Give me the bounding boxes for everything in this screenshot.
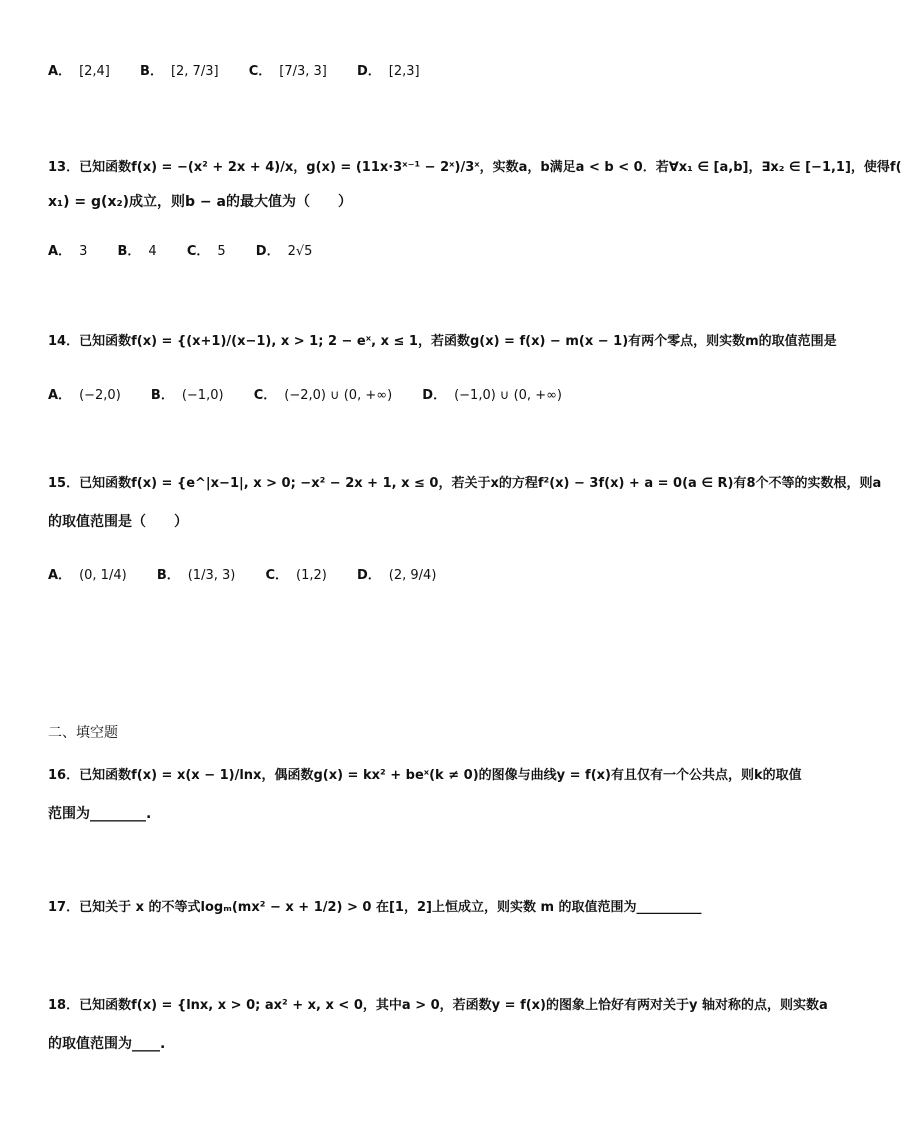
q14-stem-line1: 14．已知函数f(x) = {(x+1)/(x−1), x > 1; 2 − eˣ, x ≤ 1，若函数g(x) = f(x) − m(x − 1)有两个零点，则实数m的取值范围是 xyxy=(48,334,837,349)
q15-option-d: D． (2, 9/4) xyxy=(357,568,437,583)
q15-stem-line1: 15．已知函数f(x) = {e^|x−1|, x > 0; −x² − 2x + 1, x ≤ 0，若关于x的方程f²(x) − 3f(x) + a = 0(a ∈ R)有8个不等的实数根，则a xyxy=(48,476,882,491)
q18-stem-line2: 的取值范围为____. xyxy=(48,1036,166,1052)
q12-option-b: B． [2, 7/3] xyxy=(140,64,219,79)
q13-stem-line1: 13．已知函数f(x) = −(x² + 2x + 4)/x，g(x) = (11x·3ˣ⁻¹ − 2ˣ)/3ˣ，实数a，b满足a < b < 0．若∀x₁ ∈ [a,b]，∃x₂ ∈ [−1,1]，使得f( xyxy=(48,160,902,175)
q16-stem-line1: 16．已知函数f(x) = x(x − 1)/lnx，偶函数g(x) = kx² + beˣ(k ≠ 0)的图像与曲线y = f(x)有且仅有一个公共点，则k的取值 xyxy=(48,768,802,783)
q14-option-d: D． (−1,0) ∪ (0, +∞) xyxy=(422,388,562,403)
q17-stem-line1: 17．已知关于 x 的不等式logₘ(mx² − x + 1/2) > 0 在[1，2]上恒成立，则实数 m 的取值范围为__________ xyxy=(48,900,702,915)
q15-stem-line2: 的取值范围是（ ） xyxy=(48,514,188,530)
q13-option-d: D． 2√5 xyxy=(255,244,313,259)
q12-option-a: A． [2,4] xyxy=(48,64,110,79)
q14-option-a: A． (−2,0) xyxy=(48,388,121,403)
q16-stem-line2: 范围为________. xyxy=(48,806,152,822)
q14-option-b: B． (−1,0) xyxy=(150,388,224,403)
q13-option-b: B． 4 xyxy=(117,244,157,259)
section-title-fill-in: 二、填空题 xyxy=(48,725,118,741)
q14-options xyxy=(48,384,588,403)
q18-stem-line1: 18．已知函数f(x) = {lnx, x > 0; ax² + x, x < 0，其中a > 0，若函数y = f(x)的图象上恰好有两对关于y 轴对称的点，则实数a xyxy=(48,998,828,1013)
q13-option-c: C． 5 xyxy=(186,244,226,259)
q14-option-c: C． (−2,0) ∪ (0, +∞) xyxy=(253,388,393,403)
q12-options xyxy=(48,60,446,79)
q12-option-d: D． [2,3] xyxy=(357,64,420,79)
q15-option-b: B． (1/3, 3) xyxy=(156,568,236,583)
q12-option-c: C． [7/3, 3] xyxy=(248,64,327,79)
q15-option-a: A． (0, 1/4) xyxy=(48,568,127,583)
q15-options xyxy=(48,564,462,583)
q13-option-a: A． 3 xyxy=(48,244,88,259)
q13-options xyxy=(48,240,338,259)
q13-stem-line2: x₁) = g(x₂)成立，则b − a的最大值为（ ） xyxy=(48,194,352,210)
q15-option-c: C． (1,2) xyxy=(265,568,327,583)
